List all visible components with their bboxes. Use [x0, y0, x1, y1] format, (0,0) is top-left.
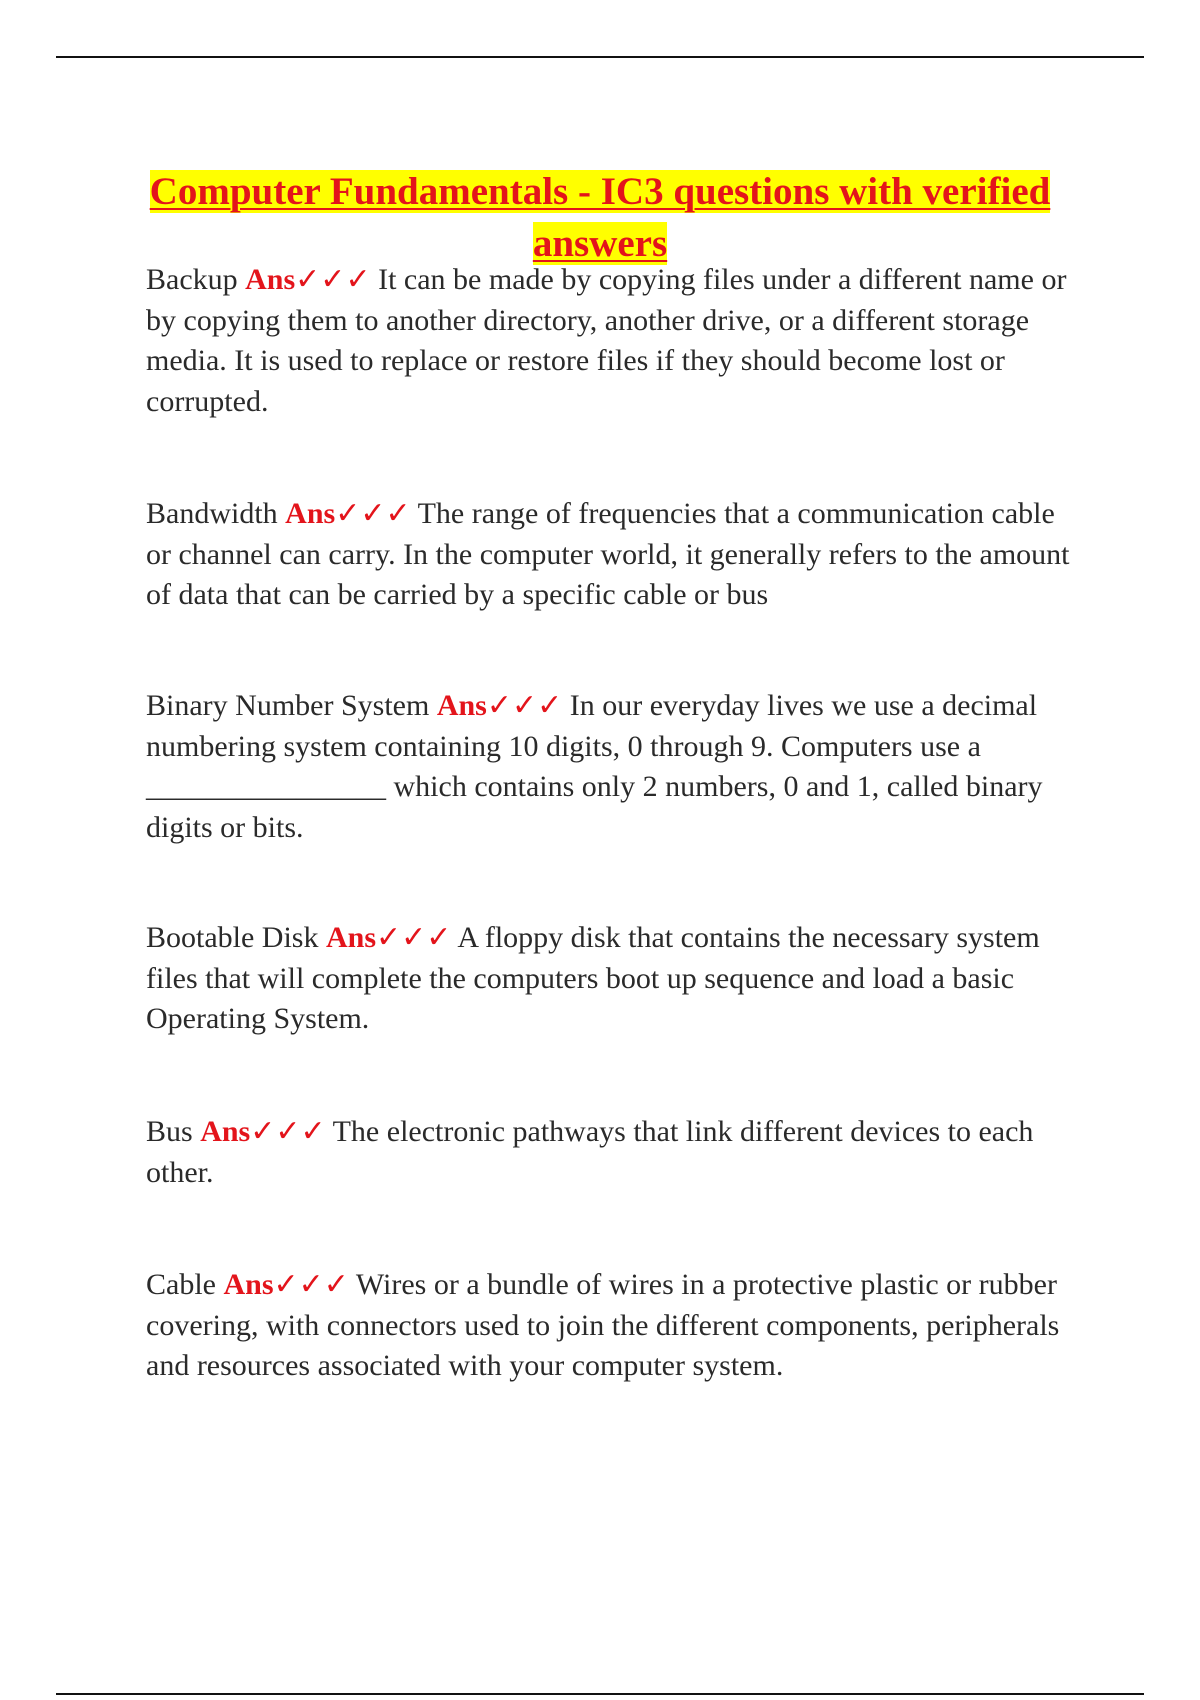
answer-marker: Ans [245, 263, 296, 296]
check-marks: ✓✓✓ [335, 497, 411, 530]
answer-marker: Ans [200, 1115, 251, 1148]
entry-binary-number-system [146, 686, 1086, 848]
entry-definition: The range of frequencies that a communication cable or channel can carry. In the computer world, it generally refers to the amount of data that can be carried by a specific cable or bus [146, 497, 1070, 611]
entry-term: Bus [146, 1115, 193, 1148]
answer-marker: Ans [223, 1268, 274, 1301]
entry-bootable-disk [146, 918, 1086, 1040]
entry-term: Bandwidth [146, 497, 278, 530]
check-marks: ✓✓✓ [273, 1268, 349, 1301]
check-marks: ✓✓✓ [295, 263, 371, 296]
answer-marker: Ans [436, 689, 487, 722]
answer-marker: Ans [326, 921, 377, 954]
entry-definition: Wires or a bundle of wires in a protective plastic or rubber covering, with connectors used to join the different components, peripherals and resources associated with your computer system. [146, 1268, 1060, 1382]
entry-bus [146, 1112, 1086, 1193]
entry-definition: In our everyday lives we use a decimal numbering system containing 10 digits, 0 through 9. Computers use a ________________ which contains only 2 numbers, 0 and 1, called binary digits or bits. [146, 689, 1043, 844]
check-marks: ✓✓✓ [486, 689, 563, 722]
entry-definition: A floppy disk that contains the necessary system files that will complete the computers boot up sequence and load a basic Operating System. [146, 921, 1040, 1035]
header-rule [56, 56, 1144, 58]
footer-rule [56, 1693, 1144, 1695]
document-title-text: Computer Fundamentals - IC3 questions with verified answers [149, 170, 1051, 266]
entry-definition: It can be made by copying files under a different name or by copying them to another directory, another drive, or a different storage media. It is used to replace or restore files if they should become lost or corrupted. [146, 263, 1067, 418]
entry-backup [146, 260, 1086, 422]
entry-definition: The electronic pathways that link different devices to each other. [146, 1115, 1034, 1189]
answer-marker: Ans [285, 497, 336, 530]
entry-cable [146, 1265, 1086, 1387]
document-title [130, 166, 1070, 270]
entry-bandwidth [146, 494, 1086, 616]
check-marks: ✓✓✓ [376, 921, 452, 954]
entry-term: Binary Number System [146, 689, 430, 722]
entry-term: Bootable Disk [146, 921, 319, 954]
check-marks: ✓✓✓ [250, 1115, 326, 1148]
entry-term: Cable [146, 1268, 216, 1301]
entry-term: Backup [146, 263, 238, 296]
